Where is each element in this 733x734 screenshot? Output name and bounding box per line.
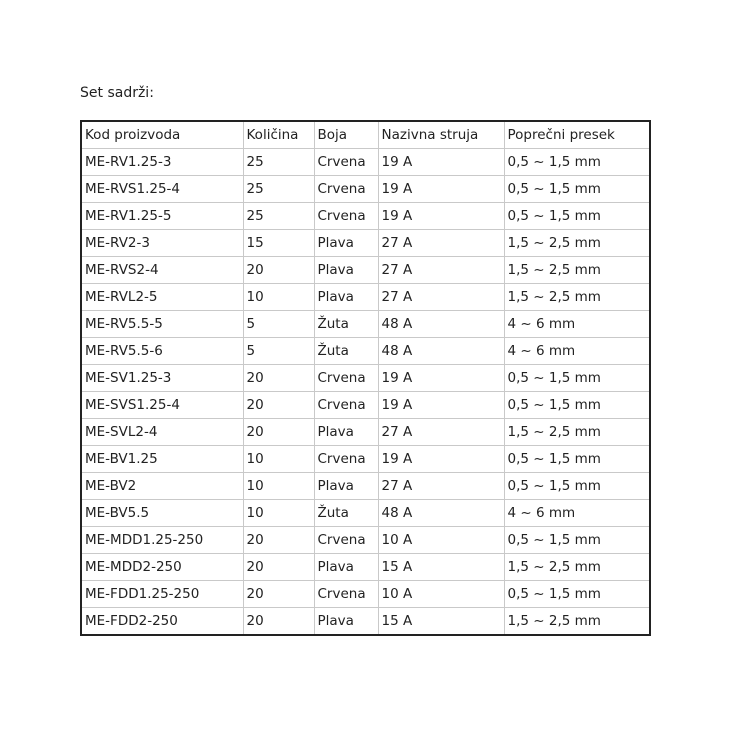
table-row	[82, 257, 649, 284]
cell-cross-section: 0,5 ~ 1,5 mm	[504, 392, 649, 419]
cell-rated-current: 10 A	[378, 527, 504, 554]
cell-rated-current: 48 A	[378, 311, 504, 338]
cell-color: Crvena	[314, 527, 378, 554]
header-rated-current: Nazivna struja	[378, 122, 504, 149]
set-contents-heading: Set sadrži:	[80, 85, 154, 101]
cell-rated-current: 27 A	[378, 257, 504, 284]
cell-rated-current: 27 A	[378, 284, 504, 311]
cell-color: Crvena	[314, 203, 378, 230]
header-color: Boja	[314, 122, 378, 149]
table-row	[82, 392, 649, 419]
cell-rated-current: 19 A	[378, 203, 504, 230]
cell-quantity: 20	[243, 419, 314, 446]
cell-quantity: 10	[243, 500, 314, 527]
cell-quantity: 20	[243, 527, 314, 554]
cell-color: Plava	[314, 230, 378, 257]
table-header	[82, 122, 649, 149]
product-table-container	[80, 120, 651, 636]
cell-quantity: 10	[243, 446, 314, 473]
cell-product-code: ME-RV1.25-5	[82, 203, 243, 230]
cell-cross-section: 0,5 ~ 1,5 mm	[504, 473, 649, 500]
cell-rated-current: 19 A	[378, 365, 504, 392]
cell-quantity: 20	[243, 392, 314, 419]
cell-quantity: 20	[243, 581, 314, 608]
cell-color: Crvena	[314, 365, 378, 392]
cell-quantity: 20	[243, 608, 314, 635]
cell-cross-section: 4 ~ 6 mm	[504, 500, 649, 527]
table-row	[82, 527, 649, 554]
table-row	[82, 446, 649, 473]
cell-cross-section: 1,5 ~ 2,5 mm	[504, 419, 649, 446]
cell-quantity: 10	[243, 473, 314, 500]
cell-quantity: 25	[243, 176, 314, 203]
cell-quantity: 5	[243, 338, 314, 365]
cell-quantity: 25	[243, 149, 314, 176]
table-row	[82, 230, 649, 257]
cell-color: Crvena	[314, 392, 378, 419]
cell-quantity: 25	[243, 203, 314, 230]
cell-color: Žuta	[314, 338, 378, 365]
cell-quantity: 10	[243, 284, 314, 311]
cell-product-code: ME-RV5.5-5	[82, 311, 243, 338]
cell-rated-current: 10 A	[378, 581, 504, 608]
cell-product-code: ME-BV2	[82, 473, 243, 500]
cell-quantity: 5	[243, 311, 314, 338]
cell-cross-section: 1,5 ~ 2,5 mm	[504, 608, 649, 635]
cell-product-code: ME-RVL2-5	[82, 284, 243, 311]
cell-product-code: ME-SVS1.25-4	[82, 392, 243, 419]
cell-rated-current: 19 A	[378, 392, 504, 419]
table-row	[82, 365, 649, 392]
cell-quantity: 20	[243, 554, 314, 581]
cell-quantity: 20	[243, 365, 314, 392]
cell-color: Plava	[314, 608, 378, 635]
cell-cross-section: 1,5 ~ 2,5 mm	[504, 230, 649, 257]
cell-product-code: ME-RVS2-4	[82, 257, 243, 284]
cell-cross-section: 1,5 ~ 2,5 mm	[504, 284, 649, 311]
table-row	[82, 500, 649, 527]
cell-product-code: ME-SV1.25-3	[82, 365, 243, 392]
cell-cross-section: 0,5 ~ 1,5 mm	[504, 203, 649, 230]
cell-product-code: ME-SVL2-4	[82, 419, 243, 446]
table-row	[82, 149, 649, 176]
cell-rated-current: 48 A	[378, 338, 504, 365]
cell-rated-current: 15 A	[378, 608, 504, 635]
cell-product-code: ME-FDD1.25-250	[82, 581, 243, 608]
cell-cross-section: 0,5 ~ 1,5 mm	[504, 581, 649, 608]
cell-cross-section: 0,5 ~ 1,5 mm	[504, 149, 649, 176]
cell-cross-section: 1,5 ~ 2,5 mm	[504, 257, 649, 284]
cell-color: Plava	[314, 554, 378, 581]
cell-product-code: ME-FDD2-250	[82, 608, 243, 635]
table-row	[82, 176, 649, 203]
cell-rated-current: 27 A	[378, 230, 504, 257]
cell-cross-section: 0,5 ~ 1,5 mm	[504, 446, 649, 473]
table-row	[82, 419, 649, 446]
cell-product-code: ME-BV5.5	[82, 500, 243, 527]
cell-color: Crvena	[314, 581, 378, 608]
cell-color: Plava	[314, 419, 378, 446]
cell-cross-section: 1,5 ~ 2,5 mm	[504, 554, 649, 581]
table-row	[82, 608, 649, 635]
table-row	[82, 311, 649, 338]
table-row	[82, 338, 649, 365]
cell-product-code: ME-MDD2-250	[82, 554, 243, 581]
product-table	[82, 122, 649, 634]
cell-product-code: ME-MDD1.25-250	[82, 527, 243, 554]
cell-rated-current: 19 A	[378, 176, 504, 203]
cell-product-code: ME-RV5.5-6	[82, 338, 243, 365]
table-row	[82, 284, 649, 311]
cell-cross-section: 0,5 ~ 1,5 mm	[504, 527, 649, 554]
cell-color: Crvena	[314, 149, 378, 176]
cell-rated-current: 15 A	[378, 554, 504, 581]
cell-color: Plava	[314, 284, 378, 311]
table-row	[82, 473, 649, 500]
cell-rated-current: 27 A	[378, 419, 504, 446]
cell-cross-section: 4 ~ 6 mm	[504, 311, 649, 338]
cell-color: Plava	[314, 257, 378, 284]
cell-color: Crvena	[314, 176, 378, 203]
cell-cross-section: 4 ~ 6 mm	[504, 338, 649, 365]
cell-product-code: ME-RV2-3	[82, 230, 243, 257]
header-row	[82, 122, 649, 149]
header-product-code: Kod proizvoda	[82, 122, 243, 149]
cell-color: Žuta	[314, 500, 378, 527]
cell-product-code: ME-RVS1.25-4	[82, 176, 243, 203]
header-cross-section: Poprečni presek	[504, 122, 649, 149]
table-body	[82, 149, 649, 635]
cell-rated-current: 19 A	[378, 446, 504, 473]
cell-cross-section: 0,5 ~ 1,5 mm	[504, 176, 649, 203]
cell-cross-section: 0,5 ~ 1,5 mm	[504, 365, 649, 392]
cell-rated-current: 48 A	[378, 500, 504, 527]
cell-product-code: ME-BV1.25	[82, 446, 243, 473]
table-row	[82, 203, 649, 230]
cell-color: Plava	[314, 473, 378, 500]
cell-rated-current: 27 A	[378, 473, 504, 500]
cell-rated-current: 19 A	[378, 149, 504, 176]
cell-color: Crvena	[314, 446, 378, 473]
cell-quantity: 20	[243, 257, 314, 284]
cell-product-code: ME-RV1.25-3	[82, 149, 243, 176]
table-row	[82, 554, 649, 581]
cell-color: Žuta	[314, 311, 378, 338]
header-quantity: Količina	[243, 122, 314, 149]
table-row	[82, 581, 649, 608]
cell-quantity: 15	[243, 230, 314, 257]
